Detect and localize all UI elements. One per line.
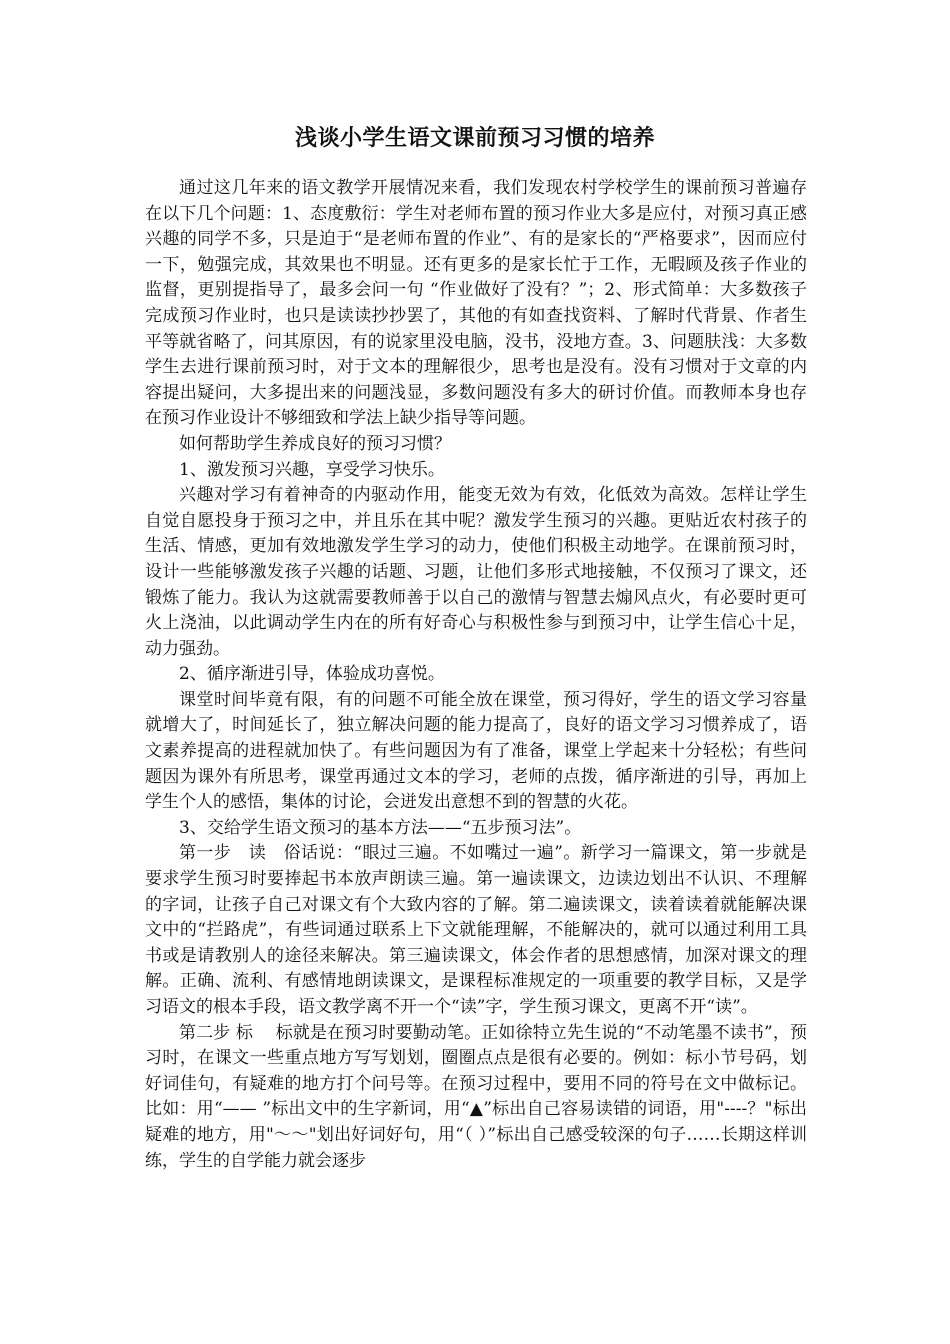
- paragraph-interest: 兴趣对学习有着神奇的内驱动作用，能变无效为有效，化低效为高效。怎样让学生自觉自愿投身于预习之中，并且乐在其中呢？激发学生预习的兴趣。更贴近农村孩子的生活、情感，更加有效地激发学生学习的动力，使他们积极主动地学。在课前预习时，设计一些能够激发孩子兴趣的话题、习题，让他们多形式地接触，不仅预习了课文，还锻炼了能力。我认为这就需要教师善于以自己的激情与智慧去煽风点火，有必要时更可火上浇油，以此调动学生内在的所有好奇心与积极性参与到预习中，让学生信心十足，动力强劲。: [145, 485, 807, 659]
- paragraph-gradual-guidance: 课堂时间毕竟有限，有的问题不可能全放在课堂，预习得好，学生的语文学习容量就增大了，时间延长了，独立解决问题的能力提高了，良好的语文学习习惯养成了，语文素养提高的进程就加快了。有些问题因为有了准备，课堂上学起来十分轻松；有些问题因为课外有所思考，课堂再通过文本的学习，老师的点拨，循序渐进的引导，再加上学生个人的感悟，集体的讨论，会迸发出意想不到的智慧的火花。: [145, 689, 807, 813]
- paragraph-step-mark: 第二步 标 标就是在预习时要勤动笔。正如徐特立先生说的“不动笔墨不读书”，预习时，在课文一些重点地方写写划划，圈圈点点是很有必要的。例如：标小节号码，划好词佳句，有疑难的地方打个问号等。在预习过程中，要用不同的符号在文中做标记。比如：用“—— ”标出文中的生字新词，用“▲”标出自己容易读错的词语，用"----？"标出疑难的地方，用"～～"划出好词好句，用“（ ）”标出自己感受较深的句子……长期这样训练，学生的自学能力就会逐步: [145, 1022, 807, 1171]
- paragraph-step-read: 第一步 读 俗话说：“眼过三遍。不如嘴过一遍”。新学习一篇课文，第一步就是要求学生预习时要捧起书本放声朗读三遍。第一遍读课文，边读边划出不认识、不理解的字词，让孩子自己对课文有个大致内容的了解。第二遍读课文，读着读着就能解决课文中的“拦路虎”，有些词通过联系上下文就能理解，不能解决的，就可以通过利用工具书或是请教别人的途径来解决。第三遍读课文，体会作者的思想感情，加深对课文的理解。正确、流利、有感情地朗读课文，是课程标准规定的一项重要的教学目标，又是学习语文的根本手段，语文教学离不开一个“读”字，学生预习课文，更离不开“读”。: [145, 843, 807, 1017]
- paragraph-intro-problems: 通过这几年来的语文教学开展情况来看，我们发现农村学校学生的课前预习普遍存在以下几个问题：1、态度敷衍：学生对老师布置的预习作业大多是应付，对预习真正感兴趣的同学不多，只是迫于“是老师布置的作业”、有的是家长的“严格要求”，因而应付一下，勉强完成，其效果也不明显。还有更多的是家长忙于工作，无暇顾及孩子作业的监督，更别提指导了，最多会问一句 “作业做好了没有？”；2、形式简单：大多数孩子完成预习作业时，也只是读读抄抄罢了，其他的有如查找资料、了解时代背景、作者生平等就省略了，问其原因，有的说家里没电脑，没书，没地方查。3、问题肤浅：大多数学生去进行课前预习时，对于文本的理解很少，思考也是没有。没有习惯对于文章的内容提出疑问，大多提出来的问题浅显，多数问题没有多大的研讨价值。而教师本身也存在预习作业设计不够细致和学法上缺少指导等问题。: [145, 178, 807, 429]
- document-body: [145, 176, 807, 1174]
- document-title: 浅谈小学生语文课前预习习惯的培养: [294, 125, 655, 151]
- section-heading-1: 1、激发预习兴趣，享受学习快乐。: [179, 459, 445, 480]
- paragraph-question: 如何帮助学生养成良好的预习习惯？: [179, 433, 451, 454]
- section-heading-3: 3、交给学生语文预习的基本方法——“五步预习法”。: [179, 817, 582, 838]
- section-heading-2: 2、循序渐进引导，体验成功喜悦。: [179, 664, 445, 685]
